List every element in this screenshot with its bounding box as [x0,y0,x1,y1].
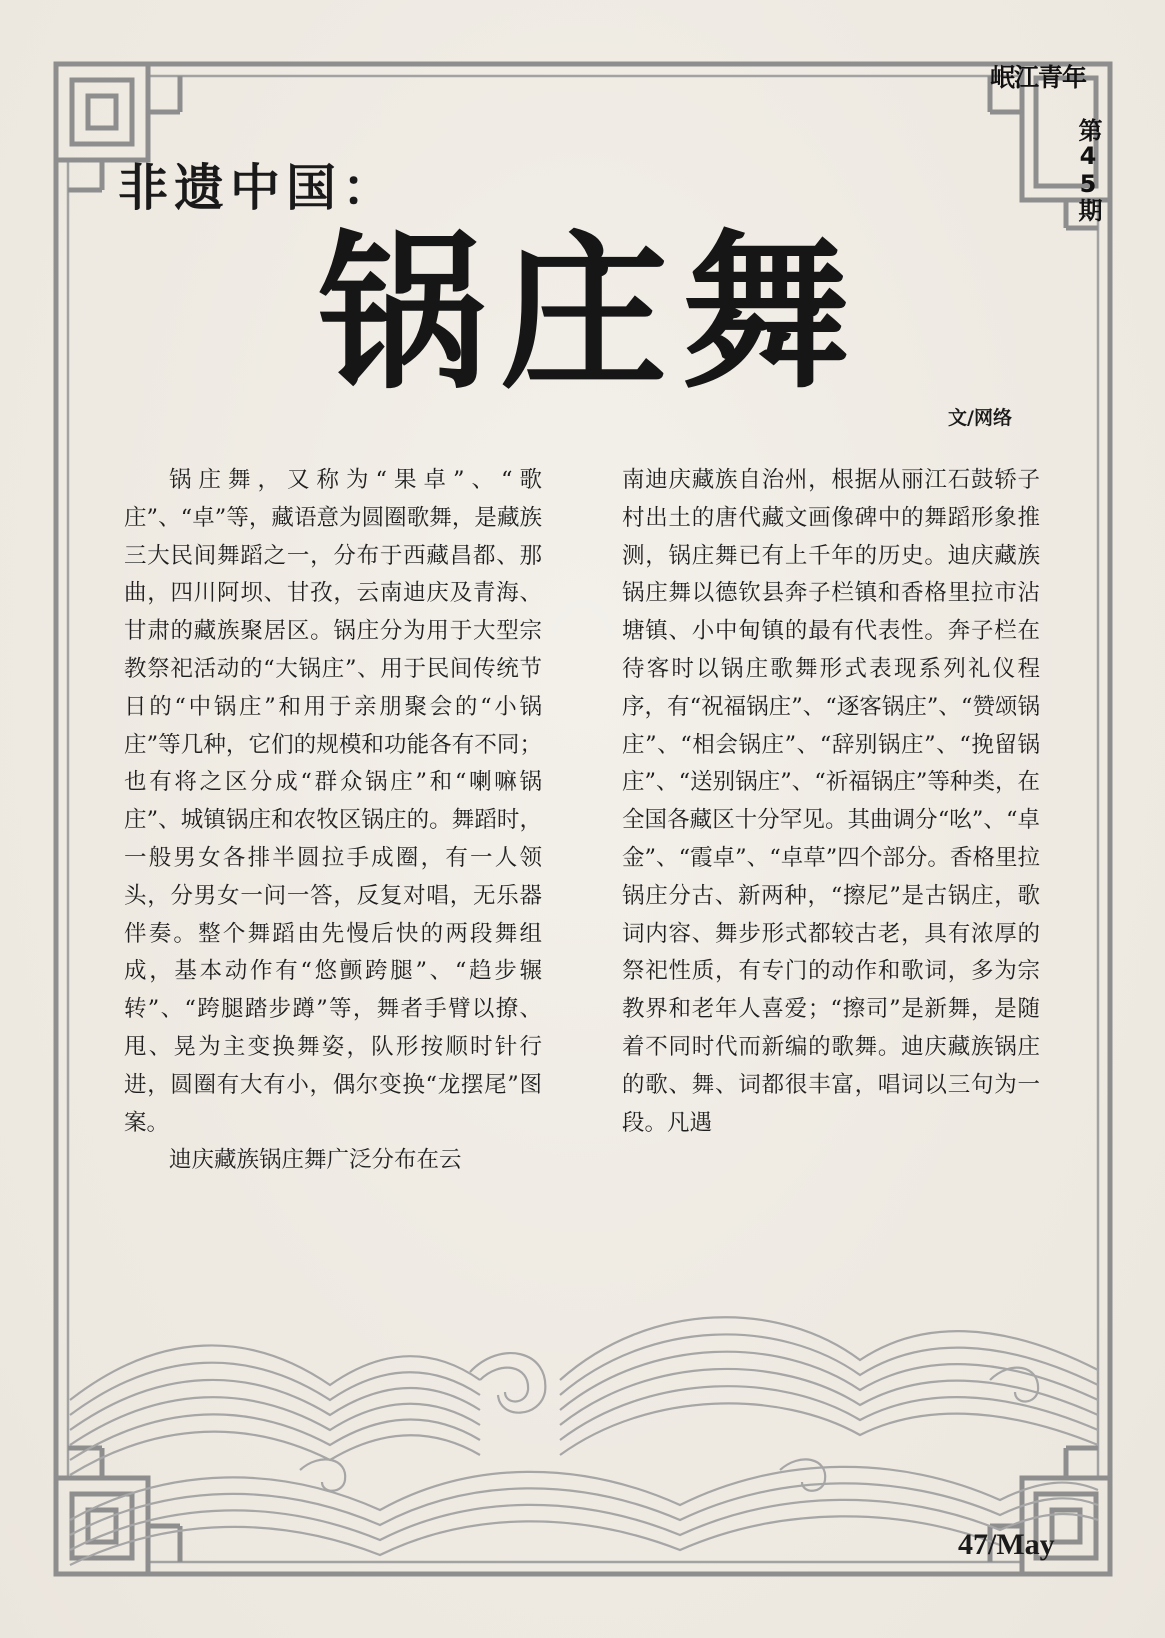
byline: 文/网络 [948,407,1012,429]
paragraph: 迪庆藏族锅庄舞广泛分布在云 [169,1147,462,1174]
page-number: 47/May [958,1528,1055,1561]
magazine-name: 岷江青年 [990,63,1087,92]
article-title: 锅庄舞 [318,214,864,412]
text-column-right [622,462,1040,1142]
series-heading: 非遗中国： [118,158,398,217]
issue-number: 第45期 [1074,118,1102,222]
paragraph: 南迪庆藏族自治州，根据从丽江石鼓轿子村出土的唐代藏文画像碑中的舞蹈形象推测，锅庄舞已有上千年的历史。迪庆藏族锅庄舞以德钦县奔子栏镇和香格里拉市沾塘镇、小中甸镇的最有代表性。奔子栏在待客时以锅庄歌舞形式表现系列礼仪程序，有“祝福锅庄”、“逐客锅庄”、“赞颂锅庄”、“相会锅庄”、“辞别锅庄”、“挽留锅庄”、“送别锅庄”、“祈福锅庄”等种类，在全国各藏区十分罕见。其曲调分“吆”、“卓金”、“霞卓”、“卓草”四个部分。香格里拉锅庄分古、新两种，“擦尼”是古锅庄，歌词内容、舞步形式都较古老，具有浓厚的祭祀性质，有专门的动作和歌词，多为宗教界和老年人喜爱；“擦司”是新舞，是随着不同时代而新编的歌舞。迪庆藏族锅庄的歌、舞、词都很丰富，唱词以三句为一段。凡遇 [622,467,1040,1136]
text-column-left [124,462,542,1180]
paragraph: 锅庄舞，又称为“果卓”、“歌庄”、“卓”等，藏语意为圆圈歌舞，是藏族三大民间舞蹈之一，分布于西藏昌都、那曲，四川阿坝、甘孜，云南迪庆及青海、甘肃的藏族聚居区。锅庄分为用于大型宗教祭祀活动的“大锅庄”、用于民间传统节日的“中锅庄”和用于亲朋聚会的“小锅庄”等几种，它们的规模和功能各有不同；也有将之区分成“群众锅庄”和“喇嘛锅庄”、城镇锅庄和农牧区锅庄的。舞蹈时，一般男女各排半圆拉手成圈，有一人领头，分男女一问一答，反复对唱，无乐器伴奏。整个舞蹈由先慢后快的两段舞组成，基本动作有“悠颤跨腿”、“趋步辗转”、“跨腿踏步蹲”等，舞者手臂以撩、甩、晃为主变换舞姿，队形按顺时针行进，圆圈有大有小，偶尔变换“龙摆尾”图案。 [124,467,542,1136]
wave-pattern [70,1317,1098,1565]
corner-knot-bottom-left [56,1448,180,1574]
